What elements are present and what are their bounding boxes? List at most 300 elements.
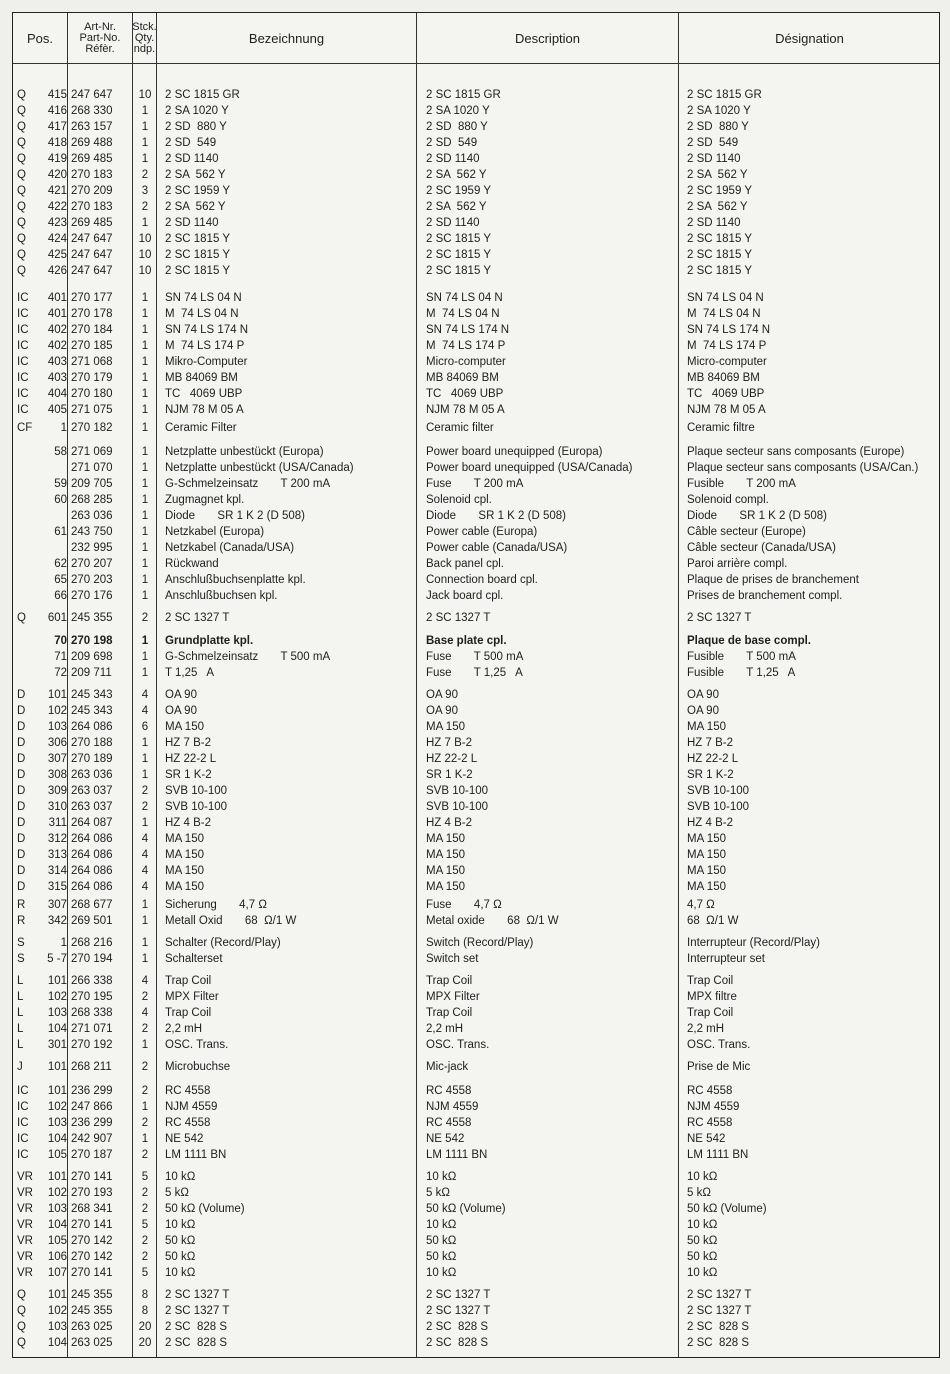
table-row [13, 863, 939, 879]
cell-part-number: 270 142 [71, 1251, 113, 1263]
cell-pos-number: 105 [47, 1149, 67, 1161]
cell-pos-number: 403 [47, 356, 67, 368]
cell-description: 2 SD 880 Y [426, 121, 488, 133]
cell-designation: 10 kΩ [687, 1219, 718, 1231]
cell-designation: MA 150 [687, 721, 726, 733]
cell-pos-prefix: S [17, 953, 25, 965]
cell-designation: 5 kΩ [687, 1187, 711, 1199]
cell-designation: Fusible T 200 mA [687, 478, 796, 490]
cell-designation: 2 SC 1815 Y [687, 265, 753, 277]
table-row [13, 610, 939, 626]
cell-bezeichnung: Netzplatte unbestückt (Europa) [165, 446, 324, 458]
cell-designation: 50 kΩ [687, 1235, 718, 1247]
cell-pos-prefix: VR [17, 1203, 33, 1215]
cell-bezeichnung: 2 SA 562 Y [165, 169, 226, 181]
table-row [13, 687, 939, 703]
cell-description: 2 SC 1327 T [426, 1305, 491, 1317]
cell-part-number: 263 037 [71, 801, 113, 813]
cell-part-number: 263 025 [71, 1321, 113, 1333]
cell-part-number: 264 086 [71, 721, 113, 733]
cell-pos-number: 61 [54, 526, 67, 538]
cell-pos-number: 103 [47, 1007, 67, 1019]
cell-designation: LM 1111 BN [687, 1149, 749, 1161]
cell-pos-number: 102 [47, 1101, 67, 1113]
cell-bezeichnung: Zugmagnet kpl. [165, 494, 245, 506]
cell-part-number: 245 355 [71, 612, 113, 624]
cell-part-number: 271 068 [71, 356, 113, 368]
cell-bezeichnung: MA 150 [165, 833, 204, 845]
cell-description: MA 150 [426, 865, 465, 877]
cell-part-number: 270 180 [71, 388, 113, 400]
cell-pos-prefix: Q [17, 612, 26, 624]
table-row [13, 354, 939, 370]
cell-pos-number: 416 [47, 105, 67, 117]
table-row [13, 1201, 939, 1217]
cell-part-number: 270 184 [71, 324, 113, 336]
cell-description: 2 SC 1815 GR [426, 89, 501, 101]
cell-bezeichnung: Netzplatte unbestückt (USA/Canada) [165, 462, 354, 474]
cell-designation: 50 kΩ [687, 1251, 718, 1263]
cell-pos-prefix: D [17, 689, 26, 701]
cell-bezeichnung: MA 150 [165, 881, 204, 893]
cell-bezeichnung: 2 SC 1815 GR [165, 89, 240, 101]
cell-bezeichnung: 50 kΩ [165, 1251, 196, 1263]
cell-pos-number: 417 [47, 121, 67, 133]
cell-pos-number: 418 [47, 137, 67, 149]
cell-quantity: 1 [141, 356, 149, 368]
cell-part-number: 270 141 [71, 1171, 113, 1183]
cell-description: Fuse 4,7 Ω [426, 899, 502, 911]
cell-pos-number: 311 [48, 817, 67, 829]
cell-designation: 2 SA 1020 Y [687, 105, 751, 117]
cell-pos-prefix: R [17, 899, 26, 911]
cell-designation: 10 kΩ [687, 1171, 718, 1183]
cell-designation: NJM 4559 [687, 1101, 740, 1113]
cell-bezeichnung: Anschlußbuchsenplatte kpl. [165, 574, 306, 586]
cell-designation: 50 kΩ (Volume) [687, 1203, 767, 1215]
cell-pos-number: 308 [47, 769, 67, 781]
table-row [13, 1319, 939, 1335]
cell-designation: RC 4558 [687, 1117, 733, 1129]
cell-description: Switch set [426, 953, 479, 965]
cell-designation: SR 1 K-2 [687, 769, 734, 781]
cell-part-number: 247 866 [71, 1101, 113, 1113]
cell-pos-number: 315 [47, 881, 67, 893]
cell-description: 2 SC 1815 Y [426, 249, 492, 261]
cell-pos-prefix: Q [17, 217, 26, 229]
cell-quantity: 1 [141, 1039, 149, 1051]
cell-pos-number: 104 [47, 1133, 67, 1145]
cell-description: SN 74 LS 04 N [426, 292, 503, 304]
cell-pos-number: 104 [47, 1337, 67, 1349]
cell-description: 2,2 mH [426, 1023, 464, 1035]
cell-quantity: 4 [141, 865, 149, 877]
cell-description: 2 SA 1020 Y [426, 105, 490, 117]
cell-designation: Ceramic filtre [687, 422, 755, 434]
cell-bezeichnung: 2 SA 1020 Y [165, 105, 229, 117]
cell-bezeichnung: 10 kΩ [165, 1219, 196, 1231]
cell-bezeichnung: MB 84069 BM [165, 372, 238, 384]
cell-quantity: 1 [141, 372, 149, 384]
cell-description: Diode SR 1 K 2 (D 508) [426, 510, 566, 522]
cell-part-number: 268 338 [71, 1007, 113, 1019]
cell-pos-prefix: D [17, 817, 26, 829]
cell-designation: 2 SD 880 Y [687, 121, 749, 133]
cell-designation: 2 SD 549 [687, 137, 739, 149]
cell-description: Base plate cpl. [426, 635, 507, 647]
cell-pos-number: 422 [47, 201, 67, 213]
cell-designation: 2 SC 828 S [687, 1337, 750, 1349]
cell-pos-prefix: Q [17, 1305, 26, 1317]
cell-pos-number: 424 [47, 233, 67, 245]
cell-bezeichnung: MPX Filter [165, 991, 219, 1003]
table-row [13, 1059, 939, 1075]
cell-pos-prefix: D [17, 753, 26, 765]
cell-description: 2 SC 1327 T [426, 612, 491, 624]
cell-pos-prefix: VR [17, 1267, 33, 1279]
cell-description: 2 SD 549 [426, 137, 478, 149]
table-row [13, 492, 939, 508]
cell-part-number: 268 285 [71, 494, 113, 506]
cell-pos-prefix: VR [17, 1219, 33, 1231]
cell-description: Solenoid cpl. [426, 494, 492, 506]
cell-part-number: 270 198 [71, 635, 113, 647]
cell-pos-number: 306 [47, 737, 67, 749]
table-row [13, 508, 939, 524]
cell-bezeichnung: 10 kΩ [165, 1267, 196, 1279]
cell-quantity: 1 [141, 292, 149, 304]
cell-description: 2 SC 828 S [426, 1321, 489, 1333]
cell-quantity: 20 [138, 1337, 152, 1349]
table-row [13, 386, 939, 402]
table-row [13, 719, 939, 735]
cell-quantity: 1 [141, 635, 149, 647]
cell-quantity: 1 [141, 446, 149, 458]
cell-description: Connection board cpl. [426, 574, 538, 586]
cell-quantity: 10 [138, 233, 152, 245]
cell-pos-number: 426 [47, 265, 67, 277]
cell-pos-prefix: VR [17, 1187, 33, 1199]
table-row [13, 649, 939, 665]
cell-description: 2 SD 1140 [426, 217, 480, 229]
cell-quantity: 4 [141, 881, 149, 893]
cell-quantity: 4 [141, 833, 149, 845]
cell-designation: Prises de branchement compl. [687, 590, 843, 602]
cell-pos-prefix: VR [17, 1251, 33, 1263]
cell-pos-prefix: D [17, 785, 26, 797]
cell-quantity: 2 [141, 801, 149, 813]
cell-pos-number: 420 [47, 169, 67, 181]
table-row [13, 831, 939, 847]
cell-description: SN 74 LS 174 N [426, 324, 510, 336]
cell-bezeichnung: Sicherung 4,7 Ω [165, 899, 267, 911]
cell-bezeichnung: Trap Coil [165, 975, 212, 987]
cell-designation: Fusible T 1,25 A [687, 667, 796, 679]
cell-part-number: 270 142 [71, 1235, 113, 1247]
cell-part-number: 245 355 [71, 1289, 113, 1301]
cell-bezeichnung: Mikro-Computer [165, 356, 248, 368]
cell-designation: 2,2 mH [687, 1023, 725, 1035]
table-row [13, 167, 939, 183]
cell-designation: 2 SC 1815 Y [687, 249, 753, 261]
cell-pos-number: 60 [54, 494, 67, 506]
table-row [13, 572, 939, 588]
cell-pos-prefix: Q [17, 153, 26, 165]
cell-description: 2 SA 562 Y [426, 169, 487, 181]
cell-bezeichnung: 2 SC 828 S [165, 1321, 228, 1333]
cell-pos-prefix: D [17, 801, 26, 813]
table-row [13, 402, 939, 418]
cell-pos-prefix: Q [17, 105, 26, 117]
cell-pos-number: 309 [47, 785, 67, 797]
cell-description: TC 4069 UBP [426, 388, 504, 400]
cell-bezeichnung: 2 SC 1815 Y [165, 265, 231, 277]
cell-designation: 4,7 Ω [687, 899, 715, 911]
cell-pos-number: 402 [47, 324, 67, 336]
cell-designation: 2 SC 1815 GR [687, 89, 762, 101]
cell-description: SVB 10-100 [426, 785, 489, 797]
cell-pos-number: 307 [47, 753, 67, 765]
cell-pos-number: 1 [60, 422, 67, 434]
table-row [13, 460, 939, 476]
cell-description: SR 1 K-2 [426, 769, 473, 781]
cell-pos-prefix: IC [17, 356, 29, 368]
cell-part-number: 245 343 [71, 705, 113, 717]
cell-quantity: 2 [141, 1235, 149, 1247]
cell-pos-number: 401 [47, 292, 67, 304]
cell-pos-prefix: VR [17, 1171, 33, 1183]
cell-quantity: 1 [141, 737, 149, 749]
cell-description: NJM 4559 [426, 1101, 479, 1113]
cell-quantity: 1 [141, 817, 149, 829]
cell-pos-prefix: L [17, 991, 24, 1003]
table-row [13, 338, 939, 354]
cell-designation: Prise de Mic [687, 1061, 751, 1073]
cell-pos-number: 313 [47, 849, 67, 861]
cell-part-number: 264 086 [71, 833, 113, 845]
cell-description: Switch (Record/Play) [426, 937, 534, 949]
cell-quantity: 2 [141, 785, 149, 797]
cell-part-number: 269 485 [71, 153, 113, 165]
parts-list-table [12, 12, 940, 1358]
cell-bezeichnung: NJM 78 M 05 A [165, 404, 244, 416]
cell-designation: Plaque de prises de branchement [687, 574, 859, 586]
table-row [13, 989, 939, 1005]
cell-quantity: 1 [141, 462, 149, 474]
cell-part-number: 270 193 [71, 1187, 113, 1199]
cell-pos-prefix: L [17, 975, 24, 987]
cell-bezeichnung: G-Schmelzeinsatz T 500 mA [165, 651, 331, 663]
table-row [13, 199, 939, 215]
cell-bezeichnung: Grundplatte kpl. [165, 635, 254, 647]
cell-quantity: 1 [141, 1133, 149, 1145]
cell-pos-prefix: CF [17, 422, 33, 434]
cell-bezeichnung: Schalterset [165, 953, 223, 965]
table-row [13, 1021, 939, 1037]
table-row [13, 1265, 939, 1281]
cell-designation: HZ 7 B-2 [687, 737, 734, 749]
cell-bezeichnung: OSC. Trans. [165, 1039, 229, 1051]
cell-part-number: 245 355 [71, 1305, 113, 1317]
table-row [13, 935, 939, 951]
cell-part-number: 270 185 [71, 340, 113, 352]
cell-designation: MA 150 [687, 865, 726, 877]
cell-description: Fuse T 200 mA [426, 478, 524, 490]
cell-bezeichnung: MA 150 [165, 849, 204, 861]
cell-part-number: 209 698 [71, 651, 113, 663]
cell-pos-number: 312 [47, 833, 67, 845]
cell-part-number: 270 183 [71, 169, 113, 181]
cell-part-number: 270 178 [71, 308, 113, 320]
cell-designation: 10 kΩ [687, 1267, 718, 1279]
cell-pos-number: 601 [47, 612, 67, 624]
cell-description: Fuse T 1,25 A [426, 667, 523, 679]
cell-quantity: 1 [141, 899, 149, 911]
cell-designation: 2 SC 1327 T [687, 1289, 752, 1301]
cell-description: Metal oxide 68 Ω/1 W [426, 915, 559, 927]
cell-part-number: 247 647 [71, 265, 113, 277]
header-description: Description [514, 30, 581, 46]
table-row [13, 1169, 939, 1185]
cell-part-number: 270 141 [71, 1219, 113, 1231]
cell-description: RC 4558 [426, 1085, 472, 1097]
cell-part-number: 263 037 [71, 785, 113, 797]
header-qty-de: Stck. [132, 20, 157, 33]
cell-description: MA 150 [426, 833, 465, 845]
cell-quantity: 1 [141, 590, 149, 602]
cell-quantity: 1 [141, 953, 149, 965]
cell-pos-number: 314 [47, 865, 67, 877]
cell-part-number: 271 071 [71, 1023, 113, 1035]
cell-quantity: 2 [141, 1187, 149, 1199]
cell-pos-prefix: Q [17, 1289, 26, 1301]
cell-bezeichnung: Schalter (Record/Play) [165, 937, 281, 949]
cell-bezeichnung: TC 4069 UBP [165, 388, 243, 400]
cell-pos-number: 404 [47, 388, 67, 400]
cell-pos-prefix: D [17, 769, 26, 781]
cell-pos-prefix: D [17, 833, 26, 845]
table-row [13, 290, 939, 306]
cell-pos-prefix: D [17, 705, 26, 717]
cell-part-number: 268 330 [71, 105, 113, 117]
table-row [13, 1287, 939, 1303]
cell-description: 2 SC 1815 Y [426, 233, 492, 245]
cell-bezeichnung: 2 SD 1140 [165, 217, 219, 229]
cell-bezeichnung: 2 SC 1815 Y [165, 233, 231, 245]
cell-pos-prefix: IC [17, 1133, 29, 1145]
cell-bezeichnung: HZ 7 B-2 [165, 737, 212, 749]
header-bezeichnung: Bezeichnung [248, 30, 325, 46]
cell-part-number: 271 070 [71, 462, 113, 474]
cell-part-number: 209 705 [71, 478, 113, 490]
table-row [13, 735, 939, 751]
cell-pos-number: 101 [47, 1289, 67, 1301]
table-row [13, 556, 939, 572]
cell-designation: Diode SR 1 K 2 (D 508) [687, 510, 827, 522]
cell-part-number: 247 647 [71, 89, 113, 101]
cell-bezeichnung: 2 SA 562 Y [165, 201, 226, 213]
cell-designation: RC 4558 [687, 1085, 733, 1097]
cell-quantity: 1 [141, 510, 149, 522]
table-row [13, 1147, 939, 1163]
cell-pos-prefix: VR [17, 1235, 33, 1247]
cell-bezeichnung: 2 SD 1140 [165, 153, 219, 165]
cell-pos-number: 101 [47, 689, 67, 701]
cell-bezeichnung: G-Schmelzeinsatz T 200 mA [165, 478, 331, 490]
cell-designation: TC 4069 UBP [687, 388, 765, 400]
cell-pos-number: 66 [54, 590, 67, 602]
cell-quantity: 1 [141, 558, 149, 570]
cell-quantity: 1 [141, 542, 149, 554]
cell-part-number: 270 209 [71, 185, 113, 197]
cell-part-number: 264 086 [71, 881, 113, 893]
cell-pos-prefix: Q [17, 201, 26, 213]
cell-designation: Solenoid compl. [687, 494, 769, 506]
cell-description: M 74 LS 174 P [426, 340, 506, 352]
cell-description: LM 1111 BN [426, 1149, 488, 1161]
cell-pos-number: 102 [47, 1305, 67, 1317]
cell-designation: 2 SC 1327 T [687, 1305, 752, 1317]
header-designation: Désignation [775, 30, 844, 46]
table-row [13, 476, 939, 492]
cell-quantity: 10 [138, 265, 152, 277]
cell-part-number: 268 677 [71, 899, 113, 911]
cell-part-number: 270 183 [71, 201, 113, 213]
header-part-no-en: Part-No. [79, 31, 121, 44]
header-pos: Pos. [26, 30, 53, 46]
cell-designation: 2 SC 828 S [687, 1321, 750, 1333]
cell-quantity: 1 [141, 478, 149, 490]
cell-designation: Trap Coil [687, 975, 734, 987]
cell-part-number: 263 025 [71, 1337, 113, 1349]
cell-pos-prefix: IC [17, 372, 29, 384]
cell-part-number: 270 177 [71, 292, 113, 304]
cell-pos-number: 5 -7 [47, 953, 67, 965]
cell-designation: NJM 78 M 05 A [687, 404, 766, 416]
cell-description: 2 SC 1959 Y [426, 185, 492, 197]
table-row [13, 913, 939, 929]
cell-pos-prefix: IC [17, 388, 29, 400]
table-row [13, 135, 939, 151]
cell-designation: 2 SC 1327 T [687, 612, 752, 624]
cell-bezeichnung: HZ 22-2 L [165, 753, 217, 765]
cell-pos-prefix: IC [17, 308, 29, 320]
cell-designation: Interrupteur set [687, 953, 765, 965]
table-body [13, 13, 939, 1357]
cell-pos-prefix: Q [17, 1321, 26, 1333]
cell-pos-number: 342 [47, 915, 67, 927]
cell-description: 10 kΩ [426, 1219, 457, 1231]
cell-quantity: 1 [141, 526, 149, 538]
cell-quantity: 6 [141, 721, 149, 733]
cell-bezeichnung: RC 4558 [165, 1117, 211, 1129]
cell-bezeichnung: 2 SC 828 S [165, 1337, 228, 1349]
cell-quantity: 2 [141, 201, 149, 213]
cell-bezeichnung: M 74 LS 04 N [165, 308, 239, 320]
cell-pos-number: 405 [47, 404, 67, 416]
cell-pos-number: 104 [47, 1023, 67, 1035]
cell-part-number: 270 194 [71, 953, 113, 965]
table-row [13, 783, 939, 799]
cell-quantity: 2 [141, 1251, 149, 1263]
cell-description: M 74 LS 04 N [426, 308, 500, 320]
cell-description: Back panel cpl. [426, 558, 504, 570]
cell-bezeichnung: M 74 LS 174 P [165, 340, 245, 352]
cell-pos-prefix: Q [17, 1337, 26, 1349]
cell-designation: Câble secteur (Europe) [687, 526, 806, 538]
cell-quantity: 2 [141, 612, 149, 624]
cell-pos-number: 402 [47, 340, 67, 352]
